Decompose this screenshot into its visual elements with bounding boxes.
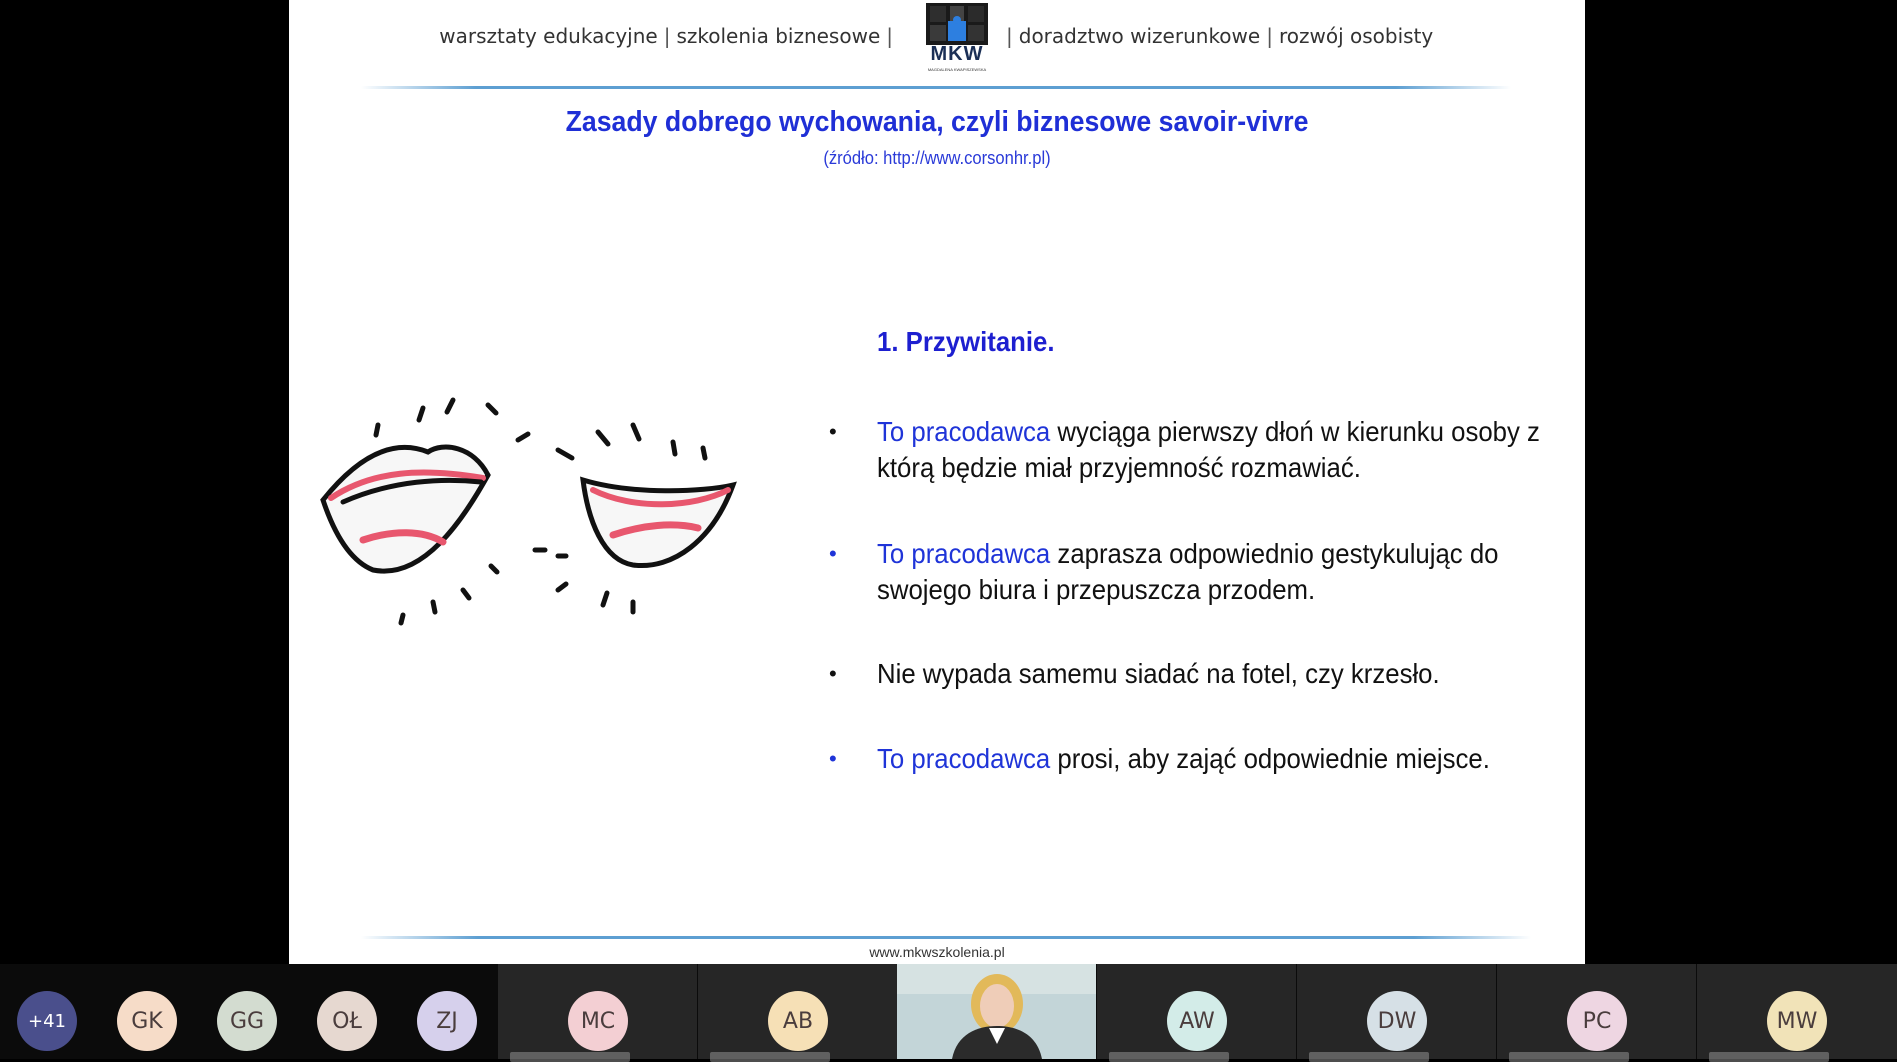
bullet-highlight: To pracodawca xyxy=(877,416,1051,447)
participant-name-bar xyxy=(1109,1052,1229,1062)
header-divider xyxy=(361,86,1511,89)
participant-avatar: AW xyxy=(1167,991,1227,1051)
participant-name-bar xyxy=(1309,1052,1429,1062)
bullet-highlight: To pracodawca xyxy=(877,743,1051,774)
participant-tile[interactable] xyxy=(1097,964,1296,1059)
footer-divider xyxy=(361,936,1531,939)
bullet-dot: • xyxy=(829,541,837,566)
participant-strip xyxy=(0,964,1897,1059)
speaker-video-icon xyxy=(897,964,1096,1059)
bullet-rest: prosi, aby zająć odpowiednie miejsce. xyxy=(1050,743,1490,774)
presentation-slide xyxy=(289,0,1585,964)
participant-avatar[interactable]: ZJ xyxy=(417,991,477,1051)
participant-tile[interactable] xyxy=(1297,964,1496,1059)
section-heading: 1. Przywitanie. xyxy=(877,326,1055,357)
bullet-text xyxy=(877,656,1576,692)
bullet-text xyxy=(877,536,1576,608)
header-item-trainings: szkolenia biznesowe xyxy=(676,24,881,48)
header-separator: | xyxy=(886,24,893,48)
header-item-development: rozwój osobisty xyxy=(1278,24,1434,48)
bullet-rest: zaprasza odpowiednio gestykulując do swojego biura i przepuszcza przodem. xyxy=(877,538,1499,605)
bullet-rest: Nie wypada samemu siadać na fotel, czy krzesło. xyxy=(877,658,1440,689)
header-right-tagline xyxy=(1000,24,1433,48)
slide-source: (źródło: http://www.corsonhr.pl) xyxy=(823,148,1051,168)
bullet-rest: wyciąga pierwszy dłoń w kierunku osoby z którą będzie miał przyjemność rozmawiać. xyxy=(877,416,1540,483)
participant-tile[interactable] xyxy=(1697,964,1897,1059)
mkw-logo xyxy=(926,3,988,75)
participant-tile[interactable] xyxy=(1497,964,1696,1059)
bullet-dot: • xyxy=(829,419,837,444)
participant-avatar: PC xyxy=(1567,991,1627,1051)
bullet-highlight: To pracodawca xyxy=(877,538,1051,569)
header-separator: | xyxy=(1266,24,1273,48)
bullet-text xyxy=(877,414,1576,486)
participant-name-bar xyxy=(1709,1052,1829,1062)
slide-title: Zasady dobrego wychowania, czyli biznesowe savoir-vivre xyxy=(565,106,1309,138)
logo-subtext: MAGDALENA KWAPISZEWSKA xyxy=(927,67,987,72)
participant-tile[interactable] xyxy=(498,964,697,1059)
bullet-dot: • xyxy=(829,746,837,771)
puzzle-icon xyxy=(926,3,988,45)
participant-name-bar xyxy=(510,1052,630,1062)
participant-avatar[interactable]: GK xyxy=(117,991,177,1051)
participant-avatar: DW xyxy=(1367,991,1427,1051)
participant-name-bar xyxy=(710,1052,830,1062)
header-separator: | xyxy=(1006,24,1013,48)
logo-text: MKW xyxy=(930,43,984,65)
bullet-text xyxy=(877,741,1576,777)
participant-avatar: AB xyxy=(768,991,828,1051)
participant-avatar[interactable]: OŁ xyxy=(317,991,377,1051)
more-participants-button[interactable]: +41 xyxy=(17,991,77,1051)
participant-avatar: MC xyxy=(568,991,628,1051)
header-item-consulting: doradztwo wizerunkowe xyxy=(1018,24,1261,48)
bullet-dot: • xyxy=(829,661,837,686)
footer-url: www.mkwszkolenia.pl xyxy=(869,944,1005,960)
header-separator: | xyxy=(663,24,671,48)
speaker-video-tile[interactable] xyxy=(897,964,1096,1059)
participant-tile[interactable] xyxy=(698,964,897,1059)
header-left-tagline xyxy=(439,24,899,48)
participant-avatar: MW xyxy=(1767,991,1827,1051)
participant-avatar[interactable]: GG xyxy=(217,991,277,1051)
participant-name-bar xyxy=(1509,1052,1629,1062)
header-item-workshops: warsztaty edukacyjne xyxy=(439,24,658,48)
